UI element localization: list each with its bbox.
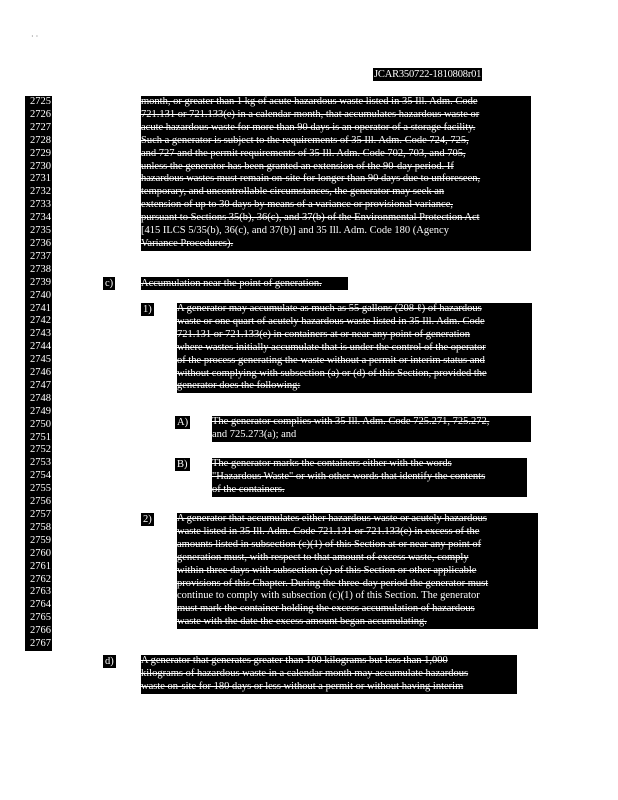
corner-mark: · ·	[31, 32, 39, 41]
line-number: 2731	[30, 173, 51, 185]
intro-line: 721.131 or 721.133(e) in a calendar month, that accumulates hazardous waste or	[141, 108, 480, 120]
subsection-d-paragraph	[141, 655, 517, 694]
heading-text: Accumulation near the point of generation.	[141, 278, 322, 289]
c1-line: generator does the following:	[177, 380, 301, 392]
subsection-c1-paragraph	[177, 303, 532, 393]
line-number: 2766	[30, 625, 51, 637]
subsection-c-marker: c)	[105, 278, 114, 289]
line-number: 2753	[30, 457, 51, 469]
intro-paragraph	[141, 96, 531, 251]
c2-line: within three days with subsection (a) of this Section or other applicable	[177, 564, 477, 576]
line-number: 2729	[30, 147, 51, 159]
c1-line: A generator may accumulate as much as 55 gallons (208 ℓ) of hazardous	[177, 303, 482, 314]
line-number: 2764	[30, 599, 51, 611]
intro-line: month, or greater than 1 kg of acute hazardous waste listed in 35 Ill. Adm. Code	[141, 96, 478, 107]
subsection-d-marker: d)	[105, 656, 114, 667]
line-number: 2725	[30, 96, 51, 107]
intro-line: unless the generator has been granted an extension of the 90-day period. If	[141, 160, 454, 172]
c2-line: must mark the container holding the excess accumulation of hazardous	[177, 603, 475, 615]
c2-line: waste listed in 35 Ill. Adm. Code 721.131 or 721.133(e) in excess of the	[177, 525, 480, 537]
subsection-A-paragraph	[212, 416, 531, 442]
line-number: 2754	[30, 470, 51, 482]
line-number: 2752	[30, 444, 51, 456]
subsection-c1-marker: 1)	[143, 304, 152, 315]
line-number: 2730	[30, 160, 51, 172]
c1-line: waste or one quart of acutely hazardous waste listed in 35 Ill. Adm. Code	[177, 315, 485, 327]
intro-line: and 727 and the permit requirements of 35 Ill. Adm. Code 702, 703, and 705,	[141, 147, 466, 159]
intro-line: extension of up to 30 days by means of a variance or provisional variance,	[141, 199, 453, 211]
subsection-c-heading	[141, 277, 348, 290]
line-number: 2739	[30, 276, 51, 288]
c1-line: 721.131 or 721.133(e) in containers at or near any point of generation	[177, 328, 471, 340]
line-number: 2755	[30, 483, 51, 495]
line-number: 2757	[30, 509, 51, 520]
c2-line: generation must, with respect to that amount of excess waste, comply	[177, 551, 469, 563]
line-number: 2727	[30, 121, 51, 133]
subsection-B-paragraph	[212, 458, 527, 497]
c2-line: A generator that accumulates either hazardous waste or acutely hazardous	[177, 513, 487, 524]
line-number: 2735	[30, 225, 51, 237]
intro-line: temporary, and uncontrollable circumstances, the generator may seek an	[141, 186, 445, 198]
line-number: 2749	[30, 405, 51, 417]
line-number: 2761	[30, 560, 51, 572]
line-number: 2758	[30, 521, 51, 533]
A-line: The generator complies with 35 Ill. Adm. Code 725.271, 725.272,	[212, 416, 490, 427]
subsection-c2-paragraph	[177, 513, 538, 629]
line-number: 2760	[30, 547, 51, 559]
line-number: 2765	[30, 612, 51, 624]
line-number: 2740	[30, 289, 51, 301]
d-line: waste on-site for 180 days or less without a permit or without having interim	[141, 680, 464, 692]
d-line: A generator that generates greater than 100 kilograms but less than 1,000	[141, 655, 448, 666]
subsection-c2-marker: 2)	[143, 514, 152, 525]
line-number: 2747	[30, 379, 51, 391]
line-number: 2736	[30, 237, 51, 249]
line-number: 2732	[30, 186, 51, 198]
line-number: 2733	[30, 199, 51, 211]
c1-line: where wastes initially accumulate that is under the control of the operator	[177, 341, 486, 353]
line-number: 2742	[30, 315, 51, 327]
line-number: 2748	[30, 392, 51, 404]
line-number: 2728	[30, 134, 51, 146]
c2-line: continue to comply with subsection (c)(1) of this Section. The generator	[177, 590, 480, 602]
B-line: of the containers.	[212, 483, 285, 495]
line-number: 2738	[30, 263, 51, 275]
A-line: and 725.273(a); and	[212, 428, 297, 440]
line-number: 2762	[30, 573, 51, 585]
line-number: 2734	[30, 212, 51, 224]
B-line: "Hazardous Waste" or with other words that identify the contents	[212, 470, 486, 482]
intro-line: Variance Procedures).	[141, 237, 234, 249]
intro-line: acute hazardous waste for more than 90 days is an operator of a storage facility.	[141, 121, 476, 133]
c1-line: without complying with subsection (a) or (d) of this Section, provided the	[177, 367, 487, 379]
line-number: 2741	[30, 302, 51, 314]
intro-line: Such a generator is subject to the requirements of 35 Ill. Adm. Code 724, 725,	[141, 134, 469, 146]
subsection-B-marker: B)	[177, 459, 188, 470]
line-number: 2744	[30, 341, 51, 353]
line-number: 2737	[30, 250, 51, 262]
line-number: 2746	[30, 367, 51, 379]
intro-line: [415 ILCS 5/35(b), 36(c), and 37(b)] and 35 Ill. Adm. Code 180 (Agency	[141, 225, 449, 237]
c1-line: of the process generating the waste without a permit or interim status and	[177, 354, 485, 366]
intro-line: hazardous wastes must remain on-site for longer than 90 days due to unforeseen,	[141, 173, 481, 185]
line-number: 2726	[30, 108, 51, 120]
line-number-column	[25, 96, 52, 651]
intro-line: pursuant to Sections 35(b), 36(c), and 37(b) of the Environmental Protection Act	[141, 212, 480, 224]
line-number: 2743	[30, 328, 51, 340]
d-line: kilograms of hazardous waste in a calendar month may accumulate hazardous	[141, 667, 469, 679]
line-number: 2756	[30, 496, 51, 508]
line-number: 2751	[30, 431, 51, 443]
document-id: JCAR350722-1810808r01	[374, 69, 482, 80]
line-number: 2745	[30, 354, 51, 366]
line-number: 2759	[30, 534, 51, 546]
c2-line: amounts listed in subsection (c)(1) of this Section at or near any point of	[177, 538, 482, 550]
B-line: The generator marks the containers either with the words	[212, 458, 452, 469]
line-number: 2763	[30, 586, 51, 598]
line-number: 2750	[30, 418, 51, 430]
subsection-A-marker: A)	[177, 417, 189, 428]
c2-line: waste with the date the excess amount began accumulating.	[177, 616, 427, 628]
c2-line: provisions of this Chapter. During the three-day period the generator must	[177, 577, 489, 589]
line-number: 2767	[30, 638, 51, 650]
